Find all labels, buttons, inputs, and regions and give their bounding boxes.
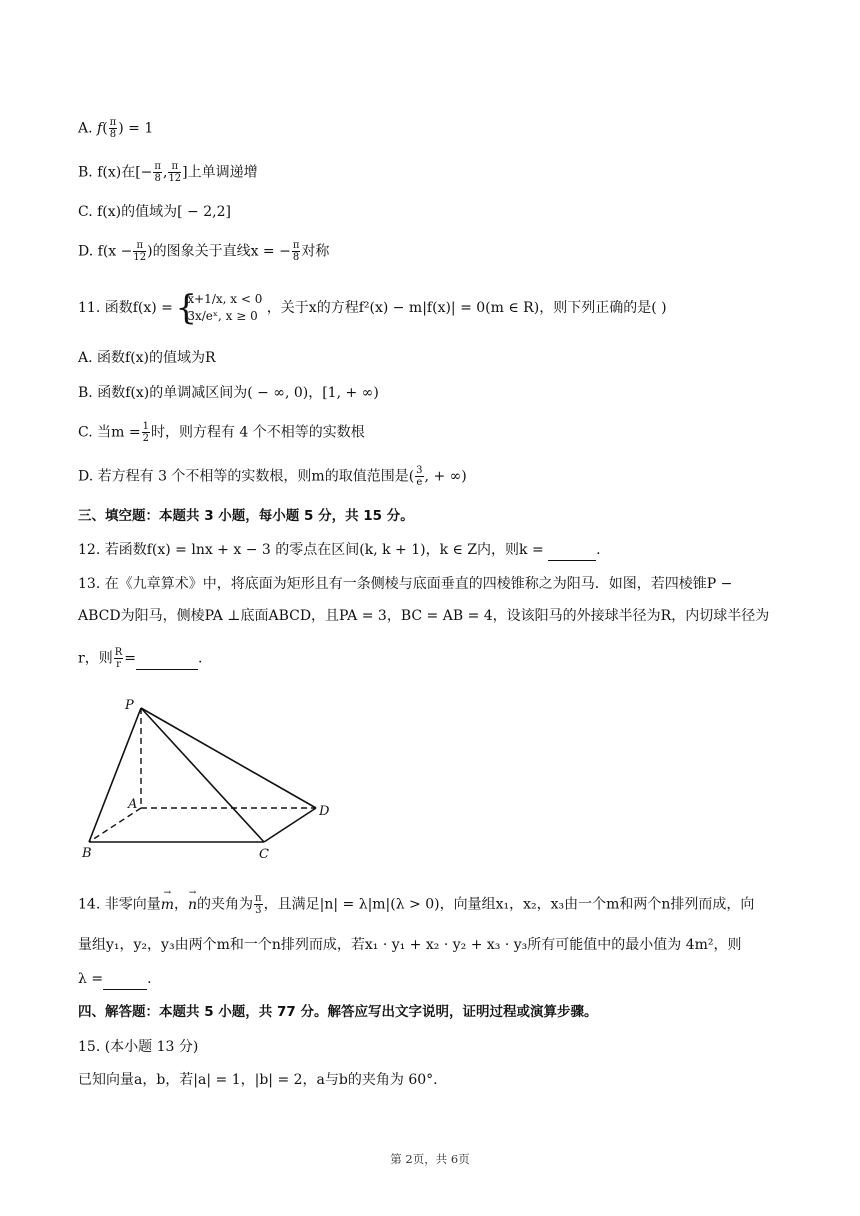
q13-line-1: 13. 在《九章算术》中，将底面为矩形且有一条侧棱与底面垂直的四棱锥称之为阳马．如图，若四棱锥P − (78, 576, 733, 592)
q10-option-b: B. f(x)在[− $\frac{\pi}{8}$ , $\frac{\pi}{12}$ ]上单调递增 (78, 161, 258, 184)
section-answer-title: 四、解答题：本题共 5 小题，共 77 分。解答应写出文字说明，证明过程或演算步骤。 (78, 1004, 598, 1020)
q12-text: 12. 若函数f(x) = lnx + x − 3 的零点在区间(k, k + 1)，k ∈ Z内，则k = . (78, 540, 601, 561)
label-c: C (259, 847, 269, 862)
q13-line-2: ABCD为阳马，侧棱PA ⊥底面ABCD，且PA = 3，BC = AB = 4，设该阳马的外接球半径为R，内切球半径为 (78, 608, 770, 624)
q14-line-2: 量组y₁，y₂，y₃由两个m和一个n排列而成，若x₁ · y₁ + x₂ · y₂ + x₃ · y₃所有可能值中的最小值为 4m²，则 (78, 937, 742, 953)
label-a: A (128, 797, 138, 812)
q15-text: 已知向量a，b，若|a| = 1，|b| = 2，a与b的夹角为 60°. (78, 1072, 438, 1088)
page-footer: 第 2页，共 6页 (390, 1152, 470, 1166)
q11-option-d: D. 若方程有 3 个不相等的实数根，则m的取值范围是( $\frac{3}{e}$ , + ∞) (78, 465, 467, 488)
q10-option-d: D. f(x − $\frac{\pi}{12}$ )的图象关于直线x = − $\frac{\pi}{8}$ 对称 (78, 240, 330, 263)
q11-option-b: B. 函数f(x)的单调减区间为( − ∞, 0)，[1, + ∞) (78, 385, 379, 401)
q11-stem: 11. 函数f(x) = { x+1/x, x < 0 3x/eˣ, x ≥ 0 ，关于x的方程f²(x) − m|f(x)| = 0(m ∈ R)，则下列正确的是( ) (78, 290, 667, 326)
piecewise-function: { x+1/x, x < 0 3x/eˣ, x ≥ 0 (177, 291, 262, 325)
label-d: D (319, 804, 330, 819)
edge-cd (264, 808, 316, 842)
label-p: P (125, 698, 134, 713)
q10-option-c: C. f(x)的值域为[ − 2,2] (78, 204, 231, 220)
q15-title: 15. (本小题 13 分) (78, 1039, 199, 1055)
q11-option-c: C. 当m = $\frac{1}{2}$ 时，则方程有 4 个不相等的实数根 (78, 421, 365, 444)
edge-pd (141, 708, 316, 808)
section-fill-in-title: 三、填空题：本题共 3 小题，每小题 5 分，共 15 分。 (78, 508, 414, 524)
edge-pc (141, 708, 264, 842)
q13-line-3: r，则 $\frac{R}{r}$ = . (78, 647, 203, 670)
label-b: B (82, 846, 92, 861)
edge-pb (89, 708, 141, 842)
q11-option-a: A. 函数f(x)的值域为R (78, 350, 216, 366)
q14-line-3: λ = . (78, 969, 152, 990)
edge-ab (89, 808, 141, 842)
q14-line-1: 14. 非零向量m →，n →的夹角为 $\frac{\pi}{3}$ ，且满足|n| = λ|m|(λ > 0)，向量组x₁，x₂，x₃由一个m和两个n排列而成，向 (78, 893, 754, 916)
pyramid-figure (78, 695, 348, 870)
q10-option-a: A. f( $\frac{\pi}{8}$ ) = 1 (78, 117, 154, 140)
